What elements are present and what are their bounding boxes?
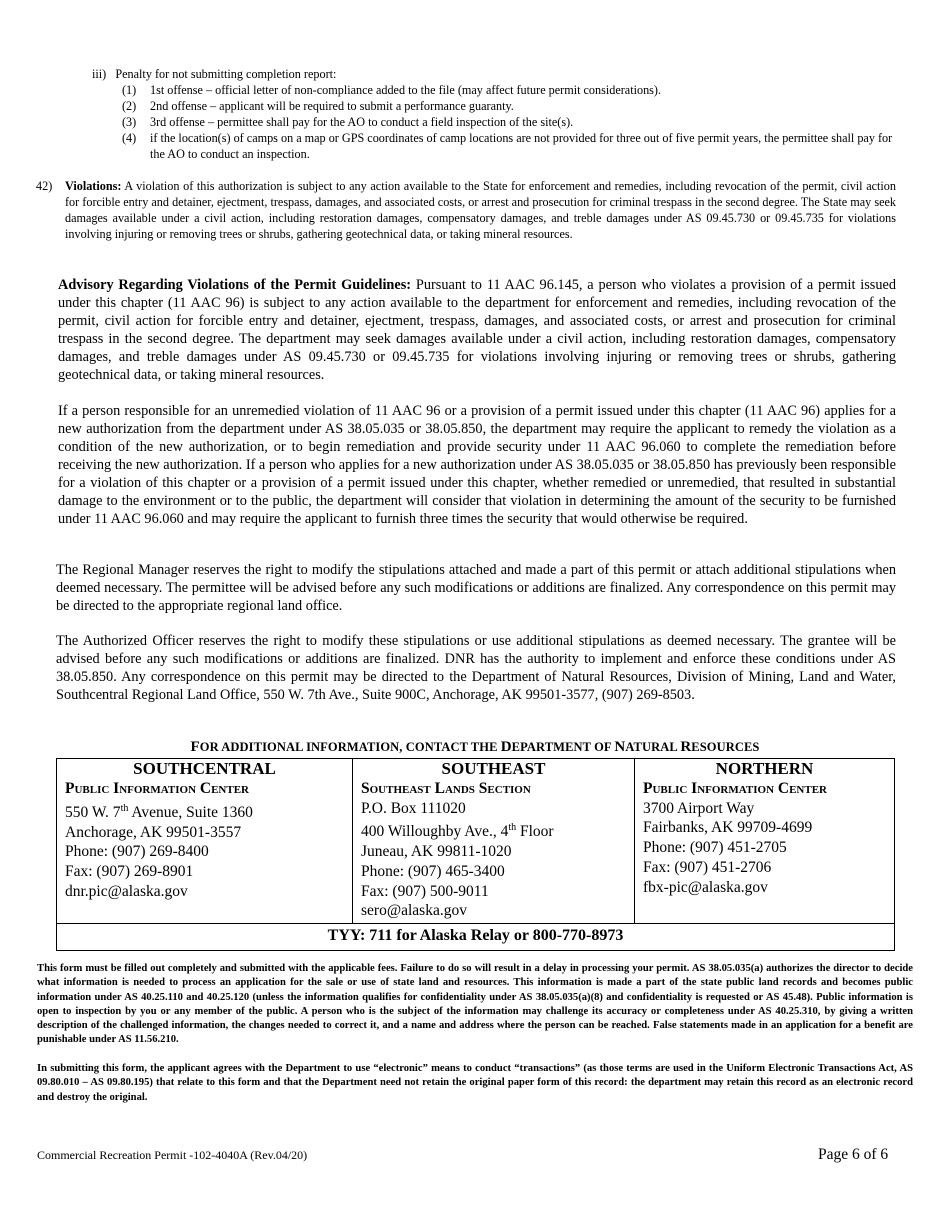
regional-manager-paragraph: The Regional Manager reserves the right to modify the stipulations attached and made a part of this permit or attach additional stipulations when deemed necessary. The permittee will be advised before any such modifications or additions are finalized. Any correspondence on this permit may be directed to the appropriate regional land office. (56, 562, 896, 614)
penalty-item-number: (4) (122, 131, 137, 145)
advisory-text: Pursuant to 11 AAC 96.145, a person who violates a provision of a permit issued under this chapter (11 AAC 96) is subject to any action available to the department for enforcement and remedies, including revocation of the permit, civil action for forcible entry and detainer, ejectment, trespass, damages, and associated costs, or arrest and prosecution for criminal trespass in the second degree. The department may seek damages available under a civil action, including restoration damages, compensatory damages, and treble damages under AS 09.45.730 or 09.45.735 for violations involving injuring or removing trees or shrubs, gathering geotechnical data, or taking mineral resources. (58, 277, 896, 383)
southeast-pobox: P.O. Box 111020 (361, 799, 466, 817)
penalty-item (122, 130, 897, 162)
northern-cell (635, 759, 895, 924)
penalty-item (122, 98, 897, 114)
northern-address: 3700 Airport Way (643, 799, 755, 817)
penalty-item (122, 82, 897, 98)
advisory-paragraph (58, 276, 896, 384)
violations-text: A violation of this authorization is subject to any action available to the State for enforcement and remedies, including revocation of the permit, civil action for forcible entry and detainer, ejectment, trespass, damages, and associated costs, or arrest and prosecution for criminal trespass in the second degree. The State may seek damages available under a civil action, including restoration damages, compensatory damages, and treble damages under AS 09.45.730 or 09.45.735 for violations involving injuring or removing trees or shrubs, gathering geotechnical data, or taking mineral resources. (65, 179, 896, 241)
southeast-office: Southeast Lands Section (361, 780, 531, 797)
southeast-fax: Fax: (907) 500-9011 (361, 882, 489, 900)
penalty-item-text: if the location(s) of camps on a map or GPS coordinates of camp locations are not provided for three out of five permit years, the permittee shall pay for the AO to conduct an inspection. (150, 131, 893, 161)
contact-title-cap: F (190, 739, 200, 755)
contact-title (56, 739, 894, 756)
northern-email[interactable]: fbx-pic@alaska.gov (643, 878, 768, 896)
southeast-city: Juneau, AK 99811-1020 (361, 843, 512, 861)
penalty-item-number: (2) (122, 99, 137, 113)
penalty-item-number: (1) (122, 83, 137, 97)
violations-number: 42) (36, 179, 53, 193)
page-number: Page 6 of 6 (818, 1146, 889, 1163)
southcentral-phone: Phone: (907) 269-8400 (65, 843, 209, 861)
penalty-item-number: (3) (122, 115, 137, 129)
unremedied-paragraph: If a person responsible for an unremedied violation of 11 AAC 96 or a provision of a permit issued under this chapter (11 AAC 96) applies for a new authorization from the department under AS 38.05.035 or 38.05.850, the department may require the applicant to remedy the violation as a condition of the new authorization, or to begin remediation and provide security under 11 AAC 96.060 to complete the remediation before receiving the new authorization. If a person who applies for a new authorization under AS 38.05.035 or 38.05.850 has previously been responsible for a violation of this chapter or a provision of a permit issued under this chapter, whether remedied or unremedied, that resulted in substantial damage to the environment or to the public, the department will consider that violation in determining the amount of the security to be furnished under 11 AAC 96.060 and may require the applicant to furnish three times the security that would otherwise be required. (58, 403, 896, 527)
southcentral-heading: SOUTHCENTRAL (133, 759, 276, 778)
northern-fax: Fax: (907) 451-2706 (643, 858, 772, 876)
contact-title-cap: D (500, 739, 512, 755)
penalty-list (122, 82, 897, 162)
penalty-item (122, 114, 897, 130)
northern-city: Fairbanks, AK 99709-4699 (643, 819, 813, 837)
penalty-heading (92, 66, 336, 82)
southcentral-office: Public Information Center (65, 780, 249, 797)
southcentral-address (65, 799, 352, 823)
southcentral-address-part: Avenue, Suite 1360 (128, 803, 253, 821)
southeast-phone: Phone: (907) 465-3400 (361, 862, 505, 880)
advisory-title: Advisory Regarding Violations of the Permit Guidelines: (58, 277, 412, 293)
southeast-cell (353, 759, 635, 924)
southeast-address-sup: th (508, 822, 517, 834)
penalty-item-text: 3rd offense – permittee shall pay for the AO to conduct a field inspection of the site(s). (150, 115, 574, 129)
violations-section (36, 178, 896, 242)
northern-phone: Phone: (907) 451-2705 (643, 839, 787, 857)
penalty-item-text: 2nd offense – applicant will be required to submit a performance guaranty. (150, 99, 514, 113)
northern-office: Public Information Center (643, 780, 827, 797)
penalty-heading-text: Penalty for not submitting completion report: (115, 67, 337, 81)
southcentral-address-part: 550 W. 7 (65, 803, 121, 821)
contact-title-cap: N (614, 739, 626, 755)
contact-title-cap: R (680, 739, 692, 755)
penalty-label: iii) (92, 67, 107, 81)
southeast-email[interactable]: sero@alaska.gov (361, 902, 467, 920)
contact-table (56, 758, 895, 951)
southcentral-address-sup: th (120, 802, 129, 814)
form-notice: This form must be filled out completely and submitted with the applicable fees. Failure to do so will result in a delay in processing your permit. AS 38.05.035(a) authorizes the director to decide what information is needed to process an application for the sale or use of state land and resources. This information is made a part of the state public land records and becomes public information under AS 40.25.110 and 40.25.120 (unless the information qualifies for confidentiality under AS 38.05.035(a)(8) and confidentiality is requested or AS 45.48). Public information is open to inspection by you or any member of the public. A person who is the subject of the information may challenge its accuracy or completeness under AS 40.25.310, by giving a written description of the challenged information, the changes needed to correct it, and a name and address where the person can be reached. False statements made in an application for a benefit are punishable under AS 11.56.210. (37, 963, 913, 1046)
northern-heading: NORTHERN (715, 759, 814, 778)
southcentral-cell (57, 759, 353, 924)
southcentral-city: Anchorage, AK 99501-3557 (65, 823, 242, 841)
tty-line: TYY: 711 for Alaska Relay or 800-770-8973 (57, 924, 895, 951)
contact-title-part: EPARTMENT OF (511, 740, 615, 754)
contact-title-part: ATURAL (625, 740, 681, 754)
form-id: Commercial Recreation Permit -102-4040A (Rev.04/20) (37, 1148, 308, 1162)
southeast-address (361, 818, 634, 842)
violations-title: Violations: (65, 179, 122, 193)
southcentral-fax: Fax: (907) 269-8901 (65, 862, 194, 880)
southcentral-email[interactable]: dnr.pic@alaska.gov (65, 882, 188, 900)
southeast-address-part: 400 Willoughby Ave., 4 (361, 823, 509, 841)
southeast-heading: SOUTHEAST (441, 759, 546, 778)
authorized-officer-paragraph: The Authorized Officer reserves the right to modify these stipulations or use additional stipulations as deemed necessary. The grantee will be advised before any such modifications or additions are finalized. DNR has the authority to implement and enforce these conditions under AS 38.05.850. Any correspondence on this permit may be directed to the Department of Natural Resources, Division of Mining, Land and Water, Southcentral Regional Land Office, 550 W. 7th Ave., Suite 900C, Anchorage, AK 99501-3577, (907) 269-8503. (56, 633, 896, 703)
southeast-address-part: Floor (516, 823, 554, 841)
contact-title-part: ESOURCES (691, 740, 760, 754)
electronic-consent-notice: In submitting this form, the applicant agrees with the Department to use “electronic” means to conduct “transactions” (as those terms are used in the Uniform Electronic Transactions Act, AS 09.80.010 – AS 09.80.195) that relate to this form and that the Department need not retain the original paper form of this record: the department may retain this record as an electronic record and destroy the original. (37, 1063, 913, 1103)
penalty-item-text: 1st offense – official letter of non-compliance added to the file (may affect future permit considerations). (150, 83, 662, 97)
contact-title-part: OR ADDITIONAL INFORMATION, CONTACT THE (199, 740, 501, 754)
